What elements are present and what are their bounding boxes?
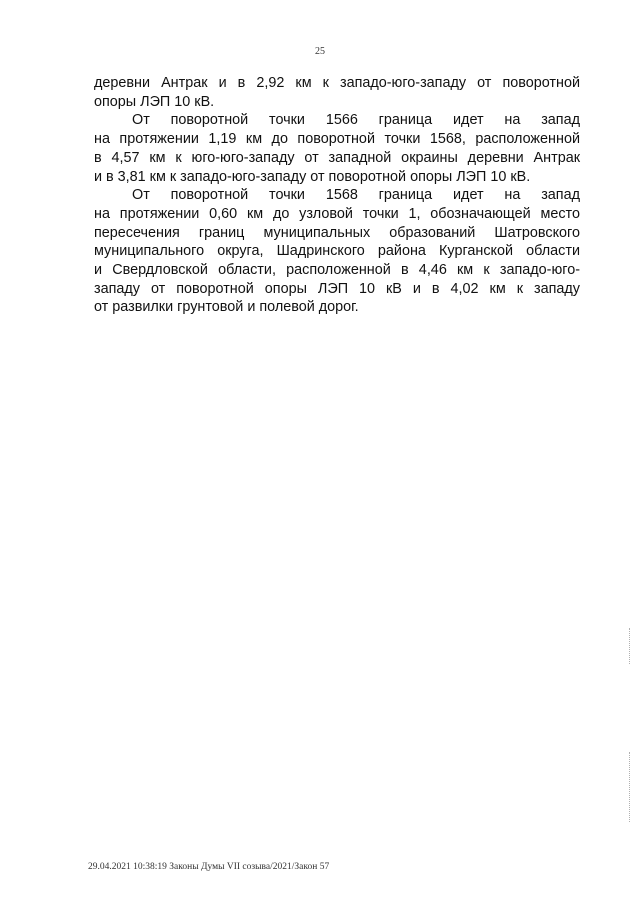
text-line: и в 3,81 км к западо-юго-западу от поворотной опоры ЛЭП 10 кВ. [94,168,531,185]
text-line: деревни Антрак и в 2,92 км к западо-юго-западу от поворотной [94,75,580,91]
text-line: От поворотной точки 1566 граница идет на запад [132,112,580,129]
text-line: от развилки грунтовой и полевой дорог. [94,299,359,316]
scan-margin-mark [629,628,631,664]
text-line: и Свердловской области, расположенной в 4,46 км к западо-юго- [94,262,580,279]
document-body [94,74,580,317]
page-number: 25 [315,46,325,57]
text-line: западу от поворотной опоры ЛЭП 10 кВ и в 4,02 км к западу [94,280,580,297]
text-line: От поворотной точки 1568 граница идет на запад [132,187,580,204]
text-line: муниципального округа, Шадринского района Курганской области [94,243,580,260]
text-line: на протяжении 1,19 км до поворотной точки 1568, расположенной [94,131,580,148]
paragraph-1 [94,74,580,111]
paragraph-3 [94,186,580,317]
text-line: опоры ЛЭП 10 кВ. [94,93,215,110]
scan-margin-mark [629,752,631,822]
document-footer: 29.04.2021 10:38:19 Законы Думы VII созыва/2021/Закон 57 [88,862,330,872]
text-line: в 4,57 км к юго-юго-западу от западной окраины деревни Антрак [94,149,580,166]
paragraph-2 [94,111,580,186]
text-line: пересечения границ муниципальных образований Шатровского [94,224,580,241]
text-line: на протяжении 0,60 км до узловой точки 1, обозначающей место [94,205,580,222]
